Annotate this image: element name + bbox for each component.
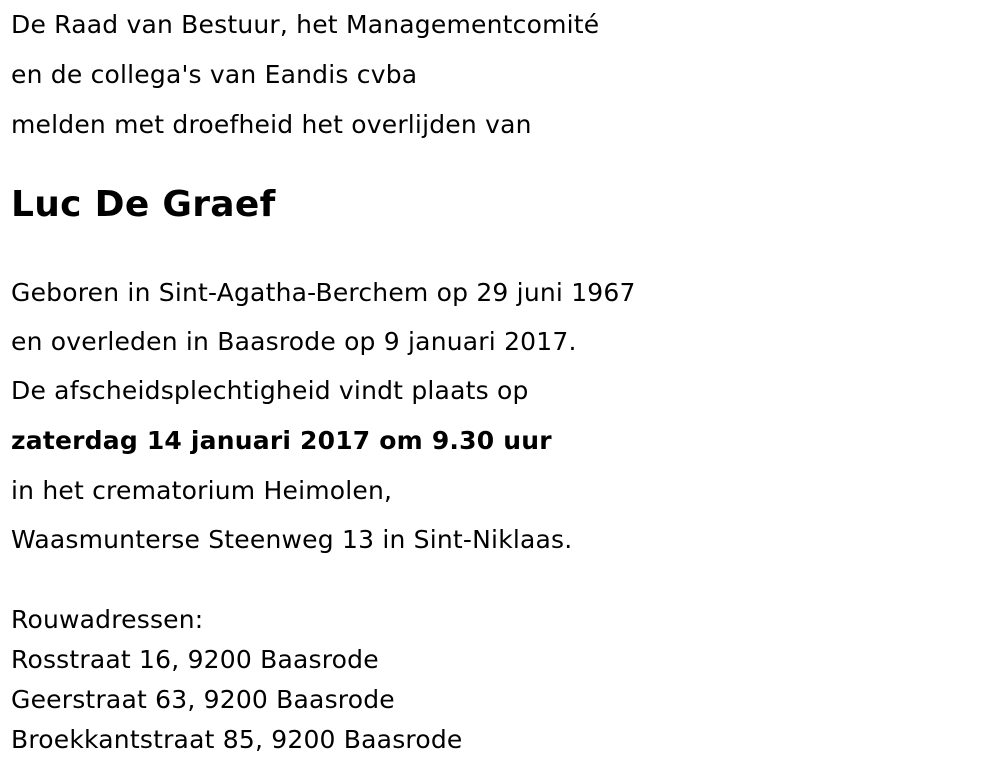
ceremony-datetime: zaterdag 14 januari 2017 om 9.30 uur bbox=[11, 426, 552, 455]
ceremony-intro-line: De afscheidsplechtigheid vindt plaats op bbox=[11, 376, 529, 405]
addresses-heading: Rouwadressen: bbox=[11, 605, 204, 634]
address-item: Broekkantstraat 85, 9200 Baasrode bbox=[11, 725, 463, 754]
intro-line-2: en de collega's van Eandis cvba bbox=[11, 60, 418, 89]
address-item: Rosstraat 16, 9200 Baasrode bbox=[11, 645, 379, 674]
intro-line-3: melden met droefheid het overlijden van bbox=[11, 110, 532, 139]
intro-line-1: De Raad van Bestuur, het Managementcomité bbox=[11, 10, 600, 39]
deceased-name: Luc De Graef bbox=[11, 184, 276, 225]
address-item: Geerstraat 63, 9200 Baasrode bbox=[11, 685, 395, 714]
ceremony-address: Waasmunterse Steenweg 13 in Sint-Niklaas. bbox=[11, 525, 573, 554]
death-line: en overleden in Baasrode op 9 januari 2017. bbox=[11, 327, 577, 356]
ceremony-location: in het crematorium Heimolen, bbox=[11, 476, 393, 505]
birth-line: Geboren in Sint-Agatha-Berchem op 29 juni 1967 bbox=[11, 278, 636, 307]
